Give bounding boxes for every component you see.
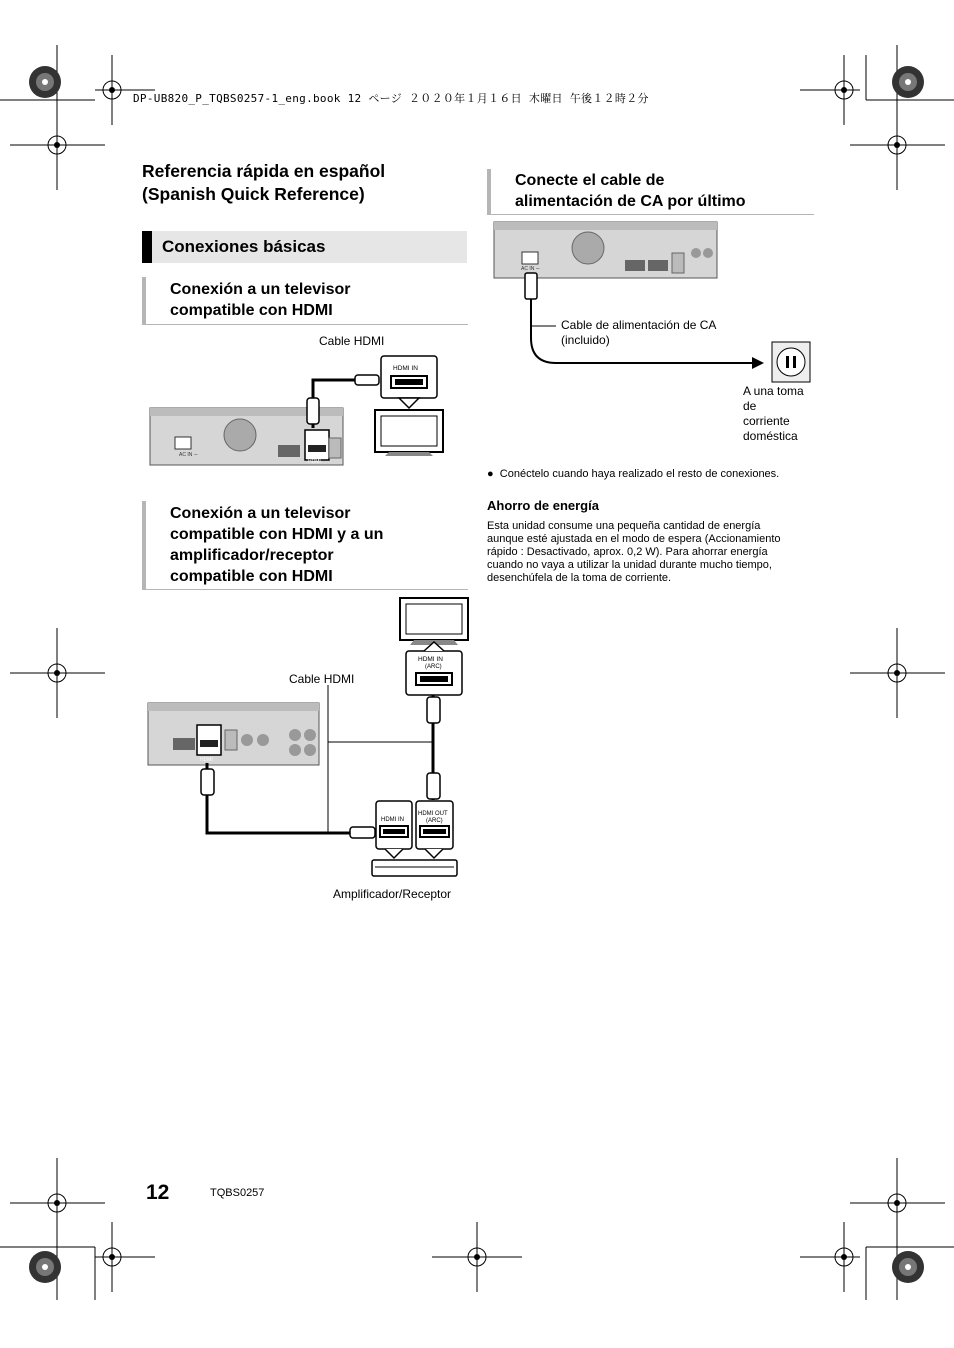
player-ac-label: AC IN ∼: [179, 452, 198, 458]
heading-hdmi-amp: Conexión a un televisor compatible con HDMI y a un amplificador/receptor compatible con HDMI: [142, 501, 468, 590]
player-hdmi-label-2: HDMI: [200, 757, 213, 763]
heading-ac-power: Conecte el cable de alimentación de CA por último: [487, 169, 814, 215]
player-hdmi-label: HDMI: [308, 459, 321, 465]
bullet-icon: ●: [487, 468, 500, 480]
player-ac-label-2: AC IN ∼: [521, 266, 540, 272]
ac-cable-label: Cable de alimentación de CA (incluido): [561, 318, 717, 347]
page-title: Referencia rápida en español (Spanish Quick Reference): [142, 161, 386, 204]
amplifier-receiver-label: Amplificador/Receptor: [333, 887, 452, 901]
outlet-label: A una toma de corriente doméstica: [743, 384, 804, 443]
amp-hdmi-out-label: HDMI OUT: [418, 811, 448, 817]
amp-arc-label: (ARC): [426, 818, 443, 824]
amp-hdmi-in-label: HDMI IN: [381, 817, 404, 823]
energy-heading: Ahorro de energía: [487, 498, 599, 513]
player-rear-panel: [148, 703, 319, 765]
cable-hdmi-label-2: Cable HDMI: [289, 672, 355, 686]
print-file-info: DP-UB820_P_TQBS0257-1_eng.book 12 ページ ２０２０年１月１６日 木曜日 午後１２時２分: [133, 92, 649, 105]
tv-hdmi-in-label: HDMI IN: [393, 365, 418, 372]
tv-hdmi-in-arc-label: HDMI IN: [418, 656, 443, 663]
diagram-ac-power: [490, 218, 815, 388]
diagram-hdmi-tv: [145, 350, 455, 470]
wall-outlet-icon: [772, 342, 810, 382]
cable-hdmi-label: Cable HDMI: [319, 334, 385, 348]
heading-hdmi-tv: Conexión a un televisor compatible con HDMI: [142, 277, 468, 325]
energy-text: Esta unidad consume una pequeña cantidad de energía aunque esté ajustada en el modo de espera (Accionamiento rápido : Desactivado, aprox. 0,2 W). Para ahorrar energía cuando no vaya a utilizar la unidad durante mucho tiempo, desenchúfela de la toma de corriente.: [487, 520, 781, 584]
section-bar-basic-connections: Conexiones básicas: [142, 231, 467, 263]
doc-code: TQBS0257: [210, 1187, 265, 1199]
amplifier-icon: [372, 860, 457, 876]
page-number: 12: [146, 1181, 170, 1204]
tv-icon: [375, 410, 443, 456]
tv-icon: [400, 598, 468, 645]
diagram-hdmi-amp: [145, 595, 475, 885]
ac-note: ● Conéctelo cuando haya realizado el resto de conexiones.: [487, 468, 780, 480]
tv-arc-label: (ARC): [425, 664, 442, 670]
